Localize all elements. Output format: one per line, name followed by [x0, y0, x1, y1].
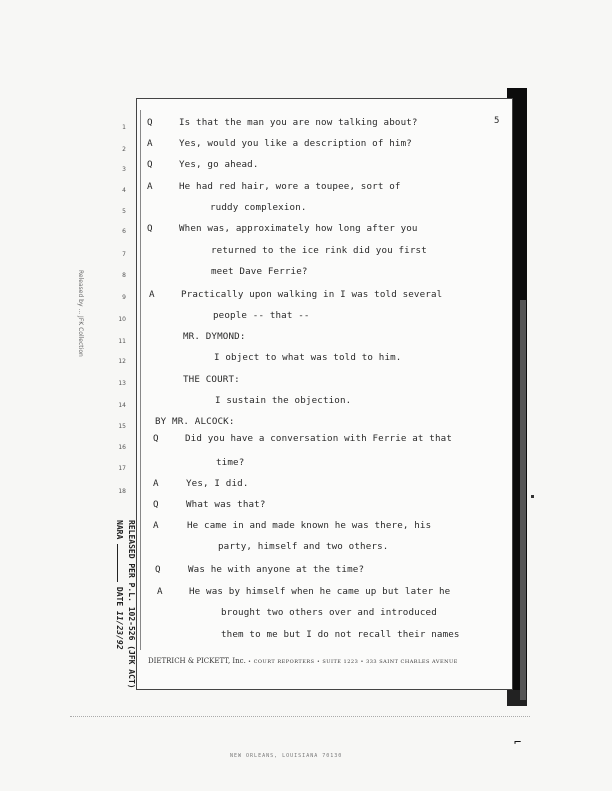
speaker-marker: Q	[153, 499, 159, 510]
stamp-signature	[117, 544, 118, 582]
stamp-line-1: RELEASED PER P.L. 102-526 (JFK ACT)	[127, 520, 136, 689]
speaker-marker: A	[147, 138, 153, 149]
speaker-marker: Q	[153, 433, 159, 444]
transcript-line: I object to what was told to him.	[214, 352, 402, 363]
transcript-line: I sustain the objection.	[215, 395, 352, 406]
line-number: 7	[122, 251, 126, 258]
line-number: 12	[118, 358, 126, 365]
bottom-scan-text: NEW ORLEANS, LOUISIANA 70130	[230, 753, 343, 759]
line-number: 3	[122, 166, 126, 173]
line-number: 13	[118, 380, 126, 387]
line-number: 8	[122, 272, 126, 279]
transcript-line: Yes, I did.	[186, 478, 249, 489]
line-number: 6	[122, 228, 126, 235]
page-number: 5	[494, 116, 500, 126]
side-annotation: Released by ... JFK Collection	[77, 270, 84, 357]
line-number: 4	[122, 187, 126, 194]
transcript-line: What was that?	[186, 499, 266, 510]
margin-rule	[140, 110, 141, 650]
speaker-marker: Q	[155, 564, 161, 575]
transcript-line: He had red hair, wore a toupee, sort of	[179, 181, 401, 192]
transcript-line: Is that the man you are now talking about?	[179, 117, 418, 128]
line-number: 1	[122, 124, 126, 131]
firm-suite: SUITE 1223	[322, 659, 359, 665]
line-number: 11	[118, 338, 126, 345]
speaker-marker: A	[149, 289, 155, 300]
speaker-marker: Q	[147, 159, 153, 170]
transcript-line: party, himself and two others.	[218, 541, 389, 552]
transcript-line: meet Dave Ferrie?	[211, 266, 308, 277]
line-number: 2	[122, 146, 126, 153]
transcript-line: them to me but I do not recall their names	[221, 629, 460, 640]
stamp-date: 11/23/92	[115, 611, 124, 650]
transcript-line: people -- that --	[213, 310, 310, 321]
speaker-marker: A	[157, 586, 163, 597]
scan-dash-row	[70, 716, 530, 717]
speaker-marker: A	[153, 520, 159, 531]
speaker-heading: MR. DYMOND:	[183, 331, 246, 342]
corner-mark: ⌐	[514, 735, 522, 749]
transcript-line: Was he with anyone at the time?	[188, 564, 365, 575]
stamp-nara: NARA	[115, 520, 124, 540]
transcript-line: Did you have a conversation with Ferrie at that	[185, 433, 453, 444]
firm-address: 333 SAINT CHARLES AVENUE	[366, 659, 458, 665]
transcript-line: returned to the ice rink did you first	[211, 245, 427, 256]
line-number: 10	[118, 316, 126, 323]
margin-tick	[531, 495, 534, 498]
sheet-shadow	[520, 300, 526, 700]
transcript-line: Yes, would you like a description of him?	[179, 138, 412, 149]
reporter-footer: DIETRICH & PICKETT, Inc. • COURT REPORTERS • SUITE 1223 • 333 SAINT CHARLES AVENUE	[148, 657, 458, 665]
transcript-line: He was by himself when he came up but later he	[189, 586, 451, 597]
examiner-heading: BY MR. ALCOCK:	[155, 416, 235, 427]
transcript-line: Practically upon walking in I was told several	[181, 289, 443, 300]
transcript-line: brought two others over and introduced	[221, 607, 437, 618]
transcript-line: ruddy complexion.	[210, 202, 307, 213]
speaker-marker: Q	[147, 117, 153, 128]
stamp-date-label: DATE	[115, 586, 124, 607]
transcript-line: When was, approximately how long after you	[179, 223, 418, 234]
line-number: 17	[118, 465, 126, 472]
speaker-marker: Q	[147, 223, 153, 234]
line-number: 15	[118, 423, 126, 430]
line-number: 5	[122, 208, 126, 215]
line-number: 9	[122, 294, 126, 301]
firm-name: DIETRICH & PICKETT, Inc.	[148, 657, 246, 665]
speaker-marker: A	[153, 478, 159, 489]
speaker-marker: A	[147, 181, 153, 192]
speaker-heading: THE COURT:	[183, 374, 240, 385]
stamp-line-2	[115, 520, 124, 650]
transcript-line: time?	[216, 457, 245, 468]
firm-role: COURT REPORTERS	[253, 659, 315, 665]
line-number: 14	[118, 402, 126, 409]
release-stamp	[100, 520, 140, 689]
transcript-line: Yes, go ahead.	[179, 159, 259, 170]
transcript-line: He came in and made known he was there, his	[187, 520, 432, 531]
line-number: 16	[118, 444, 126, 451]
line-number: 18	[118, 488, 126, 495]
